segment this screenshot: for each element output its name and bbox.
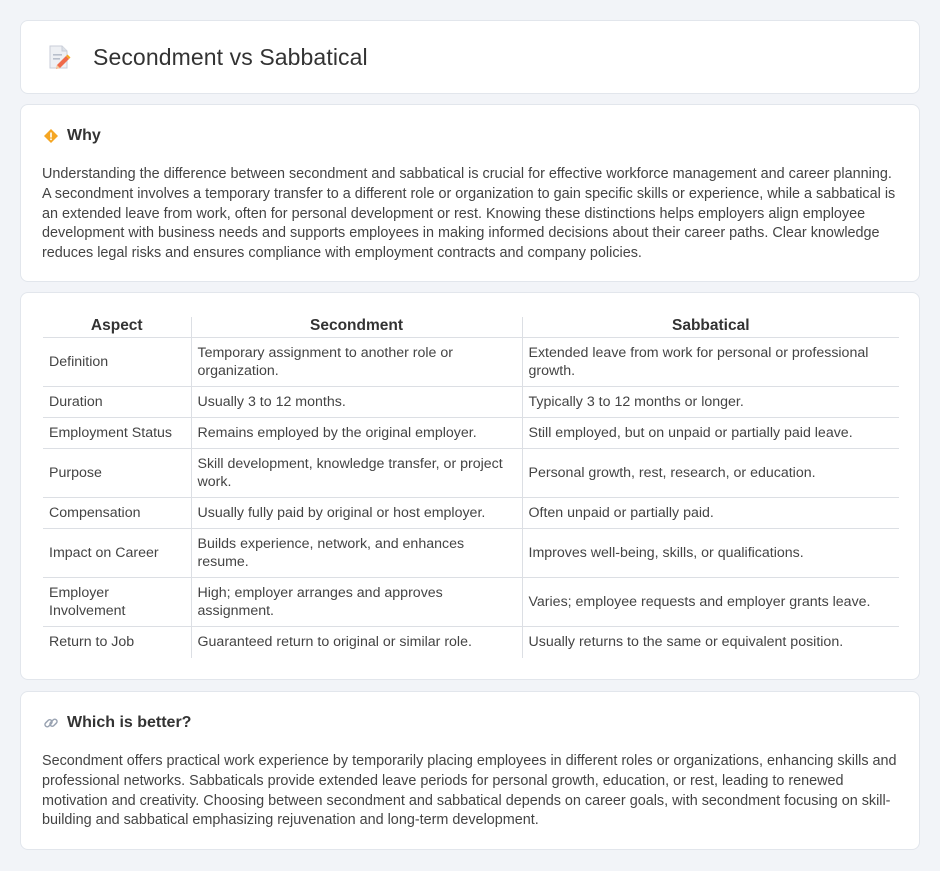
cell-secondment: Guaranteed return to original or similar role. <box>191 627 522 658</box>
comparison-section <box>20 292 920 680</box>
cell-sabbatical: Usually returns to the same or equivalent position. <box>522 627 899 658</box>
why-section <box>20 104 920 282</box>
cell-sabbatical: Varies; employee requests and employer grants leave. <box>522 578 899 627</box>
header-sabbatical: Sabbatical <box>522 317 899 338</box>
cell-aspect: Definition <box>43 338 191 387</box>
table-row <box>43 529 899 578</box>
cell-secondment: Temporary assignment to another role or organization. <box>191 338 522 387</box>
cell-aspect: Impact on Career <box>43 529 191 578</box>
cell-aspect: Duration <box>43 387 191 418</box>
cell-sabbatical: Often unpaid or partially paid. <box>522 498 899 529</box>
title-row <box>45 43 368 71</box>
comparison-table <box>43 317 899 658</box>
cell-secondment: Skill development, knowledge transfer, or project work. <box>191 449 522 498</box>
cell-secondment: Usually 3 to 12 months. <box>191 387 522 418</box>
cell-aspect: Purpose <box>43 449 191 498</box>
table-row <box>43 498 899 529</box>
cell-secondment: Remains employed by the original employer. <box>191 418 522 449</box>
cell-sabbatical: Still employed, but on unpaid or partially paid leave. <box>522 418 899 449</box>
cell-secondment: Usually fully paid by original or host employer. <box>191 498 522 529</box>
cell-secondment: Builds experience, network, and enhances resume. <box>191 529 522 578</box>
table-row <box>43 578 899 627</box>
cell-aspect: Employment Status <box>43 418 191 449</box>
table-header-row <box>43 317 899 338</box>
cell-aspect: Compensation <box>43 498 191 529</box>
header-aspect: Aspect <box>43 317 191 338</box>
title-card <box>20 20 920 94</box>
table-row <box>43 449 899 498</box>
diamond-warning-icon <box>43 128 59 144</box>
link-icon <box>43 715 59 731</box>
cell-sabbatical: Typically 3 to 12 months or longer. <box>522 387 899 418</box>
cell-sabbatical: Improves well-being, skills, or qualifications. <box>522 529 899 578</box>
table-row <box>43 418 899 449</box>
table-row <box>43 627 899 658</box>
why-header <box>43 127 101 145</box>
better-header <box>43 714 191 732</box>
cell-aspect: Return to Job <box>49 634 135 651</box>
cell-sabbatical: Personal growth, rest, research, or education. <box>522 449 899 498</box>
better-text: Secondment offers practical work experience by temporarily placing employees in different roles or organizations, enhancing skills and professional networks. Sabbaticals provide extended leave periods for personal growth, education, or rest, leading to renewed motivation and creativity. Choosing between secondment and sabbatical depends on career goals, with secondment focusing on skill-building and sabbatical emphasizing rejuvenation and long-term development. <box>42 753 897 829</box>
which-better-section <box>20 691 920 850</box>
better-title: Which is better? <box>67 714 192 731</box>
why-text: Understanding the difference between secondment and sabbatical is crucial for effective workforce management and career planning. A secondment involves a temporary transfer to a different role or organization to gain specific skills or experience, while a sabbatical is an extended leave from work, often for personal development or rest. Knowing these distinctions helps employers align employee development with business needs and supports employees in making informed decisions about their career paths. Clear knowledge reduces legal risks and ensures compliance with employment contracts and company policies. <box>42 166 896 262</box>
page-title: Secondment vs Sabbatical <box>93 43 368 70</box>
why-title: Why <box>67 127 101 144</box>
header-secondment: Secondment <box>191 317 522 338</box>
cell-aspect: Employer Involvement <box>43 578 191 627</box>
cell-sabbatical: Extended leave from work for personal or professional growth. <box>522 338 899 387</box>
document-pencil-icon <box>45 43 73 71</box>
table-row <box>43 387 899 418</box>
cell-secondment: High; employer arranges and approves assignment. <box>191 578 522 627</box>
table-row <box>43 338 899 387</box>
